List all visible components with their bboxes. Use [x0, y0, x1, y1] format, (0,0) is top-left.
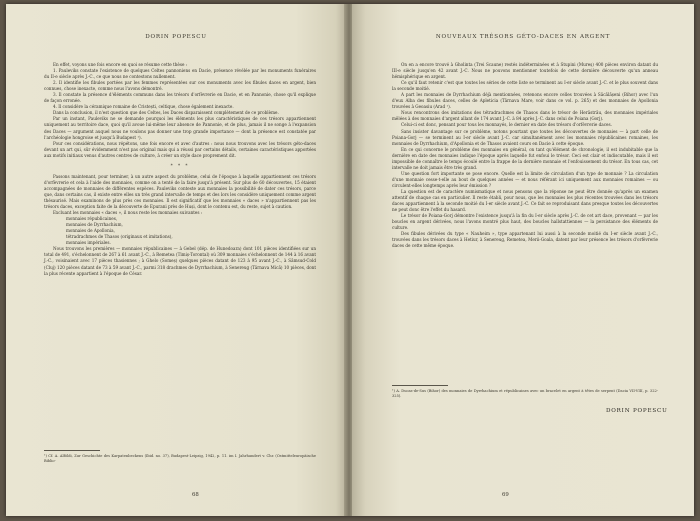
paragraph: Des fibules dérivées du type « Nauheim », type appartenant lui aussi à la seconde moitié du I-er siècle avant J.-C., trouvées dans les trésors daces à Hetiur, à Senereug, Remetea, Merii-Goala, datent par leur présence les trésors d'orfèvrerie daces de cette même époque.: [392, 231, 658, 249]
footnote-right: ¹) A. Ducas-de-Sus (Bihor) des monnaies de Dyrrhachium et républicaines avec un bracelet en argent à têtes de serpent (Dacia VII-VIII, p. 322-325).: [392, 389, 658, 398]
left-body-text: [44, 62, 316, 277]
paragraph: 2. Il identifie les fibules portées par les femmes représentées sur ces monuments avec les fibules daces en argent, bien connues, chose inexacte, comme nous l'avons démontré.: [44, 80, 316, 92]
list-item: monnaies impériales.: [66, 240, 111, 246]
paragraph: Une question fort importante se pose encore. Quelle est la limite de circulation d'un type de monnaie ? La circulation d'une monnaie cesse-t-elle au bout de quelques années — et nous référant ici uniquement aux monnaies romaines — ou circulent-elles longtemps après leur émission ?: [392, 170, 658, 188]
paragraph: Nous rencontrons des imitations des tétradrachmes de Thasos dans le trésor de Herăstrău, des monnaies impériales mêlées à des monnaies d'argent allant de 174 avant J.-C. à 84 après J.-C. dans celui de Poiana (Gorj).: [392, 110, 658, 122]
running-head-right: NOUVEAUX TRÉSORS GÉTO-DACES EN ARGENT: [435, 34, 611, 40]
list-item: monnaies républicaines,: [66, 216, 118, 222]
page-number-left: 68: [192, 492, 199, 498]
footnote-rule: [44, 450, 100, 451]
page-number-right: 69: [502, 492, 509, 498]
paragraph: En effet, voyons une fois encore en quoi se résume cette thèse :: [53, 62, 188, 67]
author-signature: DORIN POPESCU: [606, 408, 668, 414]
list-item: monnaies de Dyrrhachium,: [66, 222, 123, 228]
section-separator: * * *: [170, 162, 190, 168]
list-item: tétradrachmes de Thasos (originaux et imitations),: [66, 234, 173, 240]
footnote-rule: [392, 385, 448, 386]
footnote-left: ¹) Cf. A. Alföldi, Zur Geschichte des Karpatenbeckens (Ibid. no. 37), Budapest-Leipzig, 1942, p. 11. im I. Jahrhundert v. Chr. (Ostmitteleuropäische Biblio-: [44, 454, 316, 463]
paragraph: Par un instant, Pauleviks ne se demande pourquoi les éléments les plus caractéristiques de ces trésors appartiennent uniquement au territoire dace, quoi qu'il avoue lui-même leur absence de Pannonie, et de plus, jamais il ne songe à l'expansion des Daces — argument auquel nous ne voulons pas donner une trop grande importance — dont la présence est constatée par l'archéologie hongroise et jusqu'à Budapest ¹).: [44, 116, 316, 140]
right-body-text: [392, 62, 658, 249]
running-head-left: DORIN POPESCU: [145, 34, 207, 40]
paragraph: La question est de caractère numismatique et nous pensons que la réponse ne peut être donnée qu'après un examen attentif de chaque cas en particulier. Il reste établi, pour nous, que les monnaies les plus récentes trouvées dans les trésors daces appartiennent à la seconde moitié du I-er siècle avant J.-C. Ce fait se reproduisant dans presque toutes les découvertes ne peut donc être l'effet du hasard.: [392, 188, 658, 213]
left-page: [6, 4, 346, 516]
paragraph: Sans insister davantage sur ce problème, notons pourtant que toutes les découvertes de monnaies — à part celle de Poiana-Gorj — se terminent au I-er siècle avant J.-C. car simultanément avec les monnaies républicaines romaines, les monnaies de Dyrrhachium, d'Apollonia et de Thasos avaient cours en Dacie à cette époque.: [392, 128, 658, 146]
paragraph: Le trésor de Poiana-Gorj démontre l'existence jusqu'à la fin du I-er siècle après J.-C. de cet art dace, provenant — par les boucles en argent dérivées, nous l'avons montré plus haut, des boucles hallstattiennes — la persistance des éléments de culture.: [392, 213, 658, 231]
paragraph: 1. Pauleviks constate l'existence de quelques Celtes pannoniens en Dacie, présence révélée par les monuments funéraires du II-e siècle après J.-C., ce que nous ne contestons nullement.: [44, 68, 316, 80]
right-page: [352, 4, 694, 516]
paragraph: 3. Il constate la présence d'éléments communs dans les trésors d'orfèvrerie en Dacie, et en Pannonie, chose qu'il explique de façon erronée.: [44, 92, 316, 104]
paragraph: 4. Il considère la céramique romaine de Cristești, celtique, chose également inexacte.: [53, 104, 234, 110]
paragraph: Ce qu'il faut retenir c'est que toutes les séries de cette liste se terminent au I-er siècle avant J.-C. et le plus souvent dans la seconde moitié.: [392, 80, 658, 92]
paragraph: Pour ces considérations, nous répétons, une fois encore et avec d'autres : nous nous trouvons avec les trésors géto-daces devant un art qui, sûr évidemment n'est pas original mais qui a réussi par certains détails, certaines caractéristiques apportées aux motifs initiaux venus d'autres centres de culture, à créer un style dace proprement dit.: [44, 140, 316, 158]
paragraph: Celui-ci est donc, pensant pour tous les monnayés, le dernier en date des trésors d'orfèvrerie daces.: [401, 122, 612, 128]
list-item: monnaies de Apollonia,: [66, 228, 115, 234]
paragraph: On en a encore trouvé à Gholinta (Trei Scaune) restés indéterminées et à Stupini (Mureș) 400 pièces environ datant du III-e siècle jusqu'en 42 avant J.-C. Nous ne pouvons mentionner toutefois de cette dernière découverte qu'un anneau hémisphérique en argent.: [392, 62, 658, 80]
paragraph: En ce qui concerne le problème des monnaies en général, on tant qu'élément de chronologie, il est indubitable que la dernière en date des monnaies indique l'époque après laquelle fut enfoui le trésor. Ceci est clair et indiscutable, mais il est impossible de connaître le temps écoulé entre la frappe de la dernière monnaie et l'enfouissement du trésor. En tous cas, cet intervalle ne doit jamais être très grand.: [392, 146, 658, 170]
paragraph: Dans la conclusion, il n'est question que des Celtes, les Daces disparaissent complètement de ce problème.: [53, 110, 279, 116]
paragraph: A part les monnaies de Dyrrhachium déjà mentionnées, retenons encore celles trouvées à Săcălășeni (Bihor) avec l'un d'eux Alba des fibules daces, celles de Apleticia (Târnava Mare, voir dans ce vol. p. 265) et des monnaies de Apollonia trouvées à Geoasiu (Arad ¹).: [392, 92, 658, 110]
paragraph: Passons maintenant, pour terminer, à un autre aspect du problème, celui de l'époque à laquelle appartiennent ces trésors d'orfèvrerie et cela à l'aide des monnaies, comme on a tenté de la faire jusqu'à présent. Sur plus de 60 découvertes, 15 étaient accompagnées de monnaies de différentes espèces. Pauleviks conteste aux monnaies la possibilité de dater ces trésors, parce que, dans certains cas, il existe entre elles un très grand intervalle de temps et des lors les considère uniquement comme argent thésaurisé. Mais examinons de plus près ces monnaies. Il est significatif que les monnaies « daces » n'appartiennent pas les trésors daces, exception faite de la découverte de Epurani près de Huși, dont le contenu est, du reste, sujet à caution.: [44, 173, 316, 210]
book-spread: [6, 4, 694, 516]
paragraph: Nous trouvons les premières — monnaies républicaines — à Gebel (dép. de Hunedoara) dont 101 pièces identifiées sur un total de 491, s'échelonnent de 267 à 61 avant J.-C., à Remetea (Timiș-Torontal) où 309 monnaies s'échelonnent de 144 à 16 avant J.-C., voisinaient avec 17 pièces thasiennes ; à Ghelo (Someș) quelques pièces datant de 123 à 95 avant J.-C., à Sâmsud-Cold (Cluj) 120 pièces datant de 73 à 59 avant J.-C., parmi 318 drachmes de Dyrrhachium, à Senereug (Târnava Mică) 10 pièces, dont la plus récente appartient à l'époque de César.: [44, 246, 316, 276]
paragraph: Excluant les monnaies « daces », il nous reste les monnaies suivantes :: [53, 210, 203, 216]
